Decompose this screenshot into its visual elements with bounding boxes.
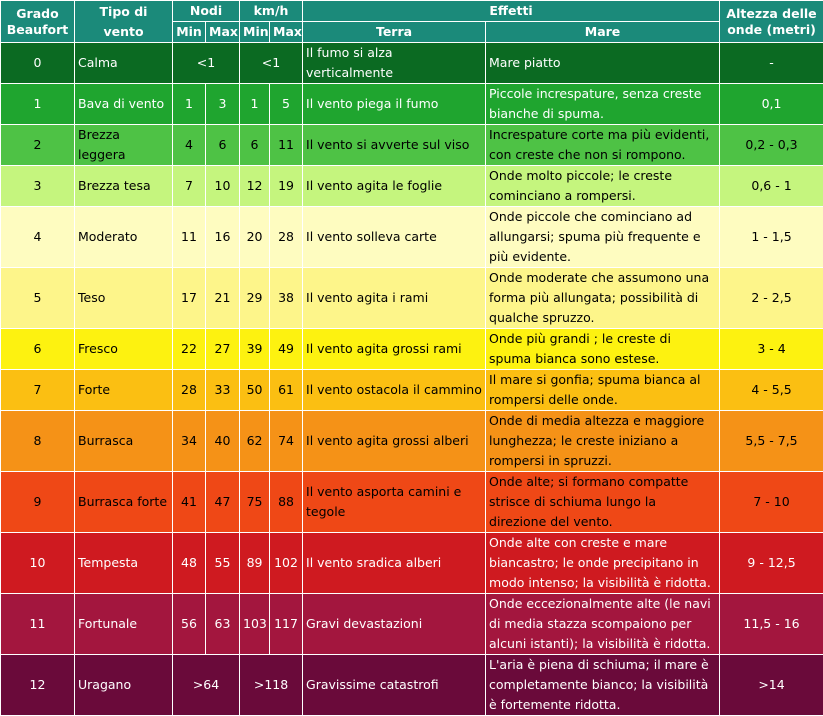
kmh-min-cell: 20 <box>240 207 270 268</box>
kmh-min-cell: 50 <box>240 370 270 411</box>
grado-cell: 10 <box>1 533 75 594</box>
kmh-max-cell: 38 <box>270 268 303 329</box>
tipo-cell: Brezza leggera <box>75 125 173 166</box>
header-nodi-max: Max <box>206 22 240 43</box>
nodi-cell: >64 <box>173 655 240 716</box>
terra-cell: Gravissime catastrofi <box>303 655 486 716</box>
kmh-min-cell: 62 <box>240 411 270 472</box>
terra-cell: Il vento piega il fumo <box>303 84 486 125</box>
nodi-max-cell: 40 <box>206 411 240 472</box>
header-effetti: Effetti <box>303 1 720 22</box>
table-row <box>1 166 823 207</box>
kmh-max-cell: 117 <box>270 594 303 655</box>
table-body <box>1 43 823 716</box>
kmh-min-cell: 6 <box>240 125 270 166</box>
altezza-cell: 2 - 2,5 <box>720 268 823 329</box>
nodi-max-cell: 33 <box>206 370 240 411</box>
terra-cell: Il vento solleva carte <box>303 207 486 268</box>
tipo-cell: Forte <box>75 370 173 411</box>
nodi-max-cell: 47 <box>206 472 240 533</box>
nodi-min-cell: 4 <box>173 125 206 166</box>
nodi-max-cell: 16 <box>206 207 240 268</box>
grado-cell: 11 <box>1 594 75 655</box>
nodi-cell: <1 <box>173 43 240 84</box>
altezza-cell: >14 <box>720 655 823 716</box>
kmh-min-cell: 89 <box>240 533 270 594</box>
nodi-min-cell: 41 <box>173 472 206 533</box>
nodi-min-cell: 28 <box>173 370 206 411</box>
header-grado: Grado Beaufort <box>1 1 75 43</box>
mare-cell: Onde di media altezza e maggiore lunghezza; le creste iniziano a rompersi in spruzzi. <box>486 411 720 472</box>
nodi-min-cell: 56 <box>173 594 206 655</box>
header-kmh-max: Max <box>270 22 303 43</box>
kmh-max-cell: 88 <box>270 472 303 533</box>
terra-cell: Il vento ostacola il cammino <box>303 370 486 411</box>
terra-cell: Il vento si avverte sul viso <box>303 125 486 166</box>
mare-cell: Onde alte; si formano compatte strisce di schiuma lungo la direzione del vento. <box>486 472 720 533</box>
altezza-cell: 4 - 5,5 <box>720 370 823 411</box>
tipo-cell: Tempesta <box>75 533 173 594</box>
tipo-cell: Fresco <box>75 329 173 370</box>
mare-cell: Onde moderate che assumono una forma più allungata; possibilità di qualche spruzzo. <box>486 268 720 329</box>
terra-cell: Il vento agita grossi rami <box>303 329 486 370</box>
grado-cell: 12 <box>1 655 75 716</box>
kmh-max-cell: 61 <box>270 370 303 411</box>
table-row <box>1 207 823 268</box>
table-row <box>1 472 823 533</box>
altezza-cell: 0,6 - 1 <box>720 166 823 207</box>
table-row <box>1 268 823 329</box>
kmh-min-cell: 103 <box>240 594 270 655</box>
kmh-max-cell: 19 <box>270 166 303 207</box>
terra-cell: Il fumo si alza verticalmente <box>303 43 486 84</box>
table-row <box>1 594 823 655</box>
kmh-cell: <1 <box>240 43 303 84</box>
terra-cell: Gravi devastazioni <box>303 594 486 655</box>
header-kmh-min: Min <box>240 22 270 43</box>
terra-cell: Il vento sradica alberi <box>303 533 486 594</box>
grado-cell: 2 <box>1 125 75 166</box>
mare-cell: Onde alte con creste e mare biancastro; le onde precipitano in modo intenso; la visibilità è ridotta. <box>486 533 720 594</box>
table-row <box>1 655 823 716</box>
terra-cell: Il vento agita grossi alberi <box>303 411 486 472</box>
mare-cell: Onde più grandi ; le creste di spuma bianca sono estese. <box>486 329 720 370</box>
tipo-cell: Bava di vento <box>75 84 173 125</box>
kmh-min-cell: 12 <box>240 166 270 207</box>
kmh-min-cell: 29 <box>240 268 270 329</box>
grado-cell: 0 <box>1 43 75 84</box>
grado-cell: 8 <box>1 411 75 472</box>
grado-cell: 3 <box>1 166 75 207</box>
altezza-cell: 3 - 4 <box>720 329 823 370</box>
nodi-max-cell: 21 <box>206 268 240 329</box>
tipo-cell: Teso <box>75 268 173 329</box>
nodi-min-cell: 48 <box>173 533 206 594</box>
altezza-cell: 9 - 12,5 <box>720 533 823 594</box>
tipo-cell: Fortunale <box>75 594 173 655</box>
tipo-cell: Brezza tesa <box>75 166 173 207</box>
kmh-max-cell: 49 <box>270 329 303 370</box>
mare-cell: Increspature corte ma più evidenti, con creste che non si rompono. <box>486 125 720 166</box>
grado-cell: 4 <box>1 207 75 268</box>
altezza-cell: - <box>720 43 823 84</box>
kmh-max-cell: 11 <box>270 125 303 166</box>
header-nodi: Nodi <box>173 1 240 22</box>
nodi-max-cell: 63 <box>206 594 240 655</box>
altezza-cell: 1 - 1,5 <box>720 207 823 268</box>
tipo-cell: Burrasca forte <box>75 472 173 533</box>
terra-cell: Il vento agita i rami <box>303 268 486 329</box>
mare-cell: Onde molto piccole; le creste cominciano a rompersi. <box>486 166 720 207</box>
grado-cell: 6 <box>1 329 75 370</box>
tipo-cell: Moderato <box>75 207 173 268</box>
table-row <box>1 329 823 370</box>
tipo-cell: Uragano <box>75 655 173 716</box>
kmh-max-cell: 5 <box>270 84 303 125</box>
nodi-min-cell: 1 <box>173 84 206 125</box>
terra-cell: Il vento asporta camini e tegole <box>303 472 486 533</box>
table-row <box>1 43 823 84</box>
header-tipo: Tipo di vento <box>75 1 173 43</box>
table-row <box>1 411 823 472</box>
kmh-cell: >118 <box>240 655 303 716</box>
kmh-min-cell: 1 <box>240 84 270 125</box>
tipo-cell: Calma <box>75 43 173 84</box>
table-row <box>1 370 823 411</box>
kmh-max-cell: 28 <box>270 207 303 268</box>
kmh-max-cell: 102 <box>270 533 303 594</box>
altezza-cell: 11,5 - 16 <box>720 594 823 655</box>
header-nodi-min: Min <box>173 22 206 43</box>
altezza-cell: 0,1 <box>720 84 823 125</box>
kmh-max-cell: 74 <box>270 411 303 472</box>
nodi-max-cell: 27 <box>206 329 240 370</box>
mare-cell: Onde piccole che cominciano ad allungarsi; spuma più frequente e più evidente. <box>486 207 720 268</box>
nodi-min-cell: 11 <box>173 207 206 268</box>
mare-cell: Mare piatto <box>486 43 720 84</box>
nodi-max-cell: 6 <box>206 125 240 166</box>
terra-cell: Il vento agita le foglie <box>303 166 486 207</box>
grado-cell: 7 <box>1 370 75 411</box>
kmh-min-cell: 39 <box>240 329 270 370</box>
header-altezza: Altezza delle onde (metri) <box>720 1 823 43</box>
altezza-cell: 7 - 10 <box>720 472 823 533</box>
mare-cell: Il mare si gonfia; spuma bianca al rompersi delle onde. <box>486 370 720 411</box>
table-header <box>1 1 823 43</box>
header-kmh: km/h <box>240 1 303 22</box>
grado-cell: 5 <box>1 268 75 329</box>
tipo-cell: Burrasca <box>75 411 173 472</box>
nodi-min-cell: 34 <box>173 411 206 472</box>
mare-cell: Onde eccezionalmente alte (le navi di media stazza scompaiono per alcuni istanti); la visibilità è ridotta. <box>486 594 720 655</box>
nodi-min-cell: 17 <box>173 268 206 329</box>
nodi-max-cell: 55 <box>206 533 240 594</box>
header-terra: Terra <box>303 22 486 43</box>
altezza-cell: 0,2 - 0,3 <box>720 125 823 166</box>
grado-cell: 1 <box>1 84 75 125</box>
altezza-cell: 5,5 - 7,5 <box>720 411 823 472</box>
nodi-max-cell: 3 <box>206 84 240 125</box>
nodi-max-cell: 10 <box>206 166 240 207</box>
grado-cell: 9 <box>1 472 75 533</box>
mare-cell: L'aria è piena di schiuma; il mare è completamente bianco; la visibilità è fortemente ridotta. <box>486 655 720 716</box>
table-row <box>1 84 823 125</box>
nodi-min-cell: 7 <box>173 166 206 207</box>
table-row <box>1 125 823 166</box>
nodi-min-cell: 22 <box>173 329 206 370</box>
kmh-min-cell: 75 <box>240 472 270 533</box>
table-row <box>1 533 823 594</box>
mare-cell: Piccole increspature, senza creste bianche di spuma. <box>486 84 720 125</box>
header-mare: Mare <box>486 22 720 43</box>
